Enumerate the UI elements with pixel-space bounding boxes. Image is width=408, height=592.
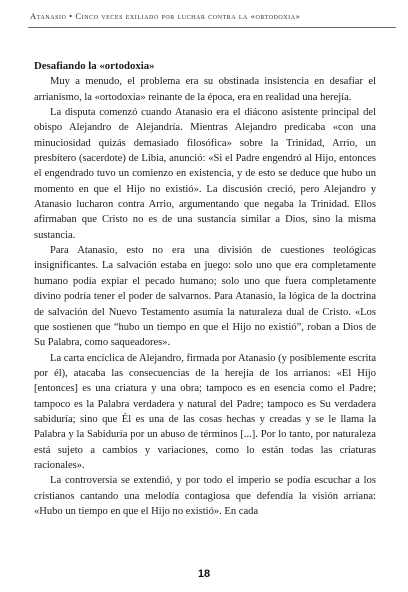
running-header: Atanasio • Cinco veces exiliado por luchar contra la «ortodoxia» xyxy=(30,11,301,21)
paragraph-2: La disputa comenzó cuando Atanasio era el diácono asistente principal del obispo Alejandro de Alejandría. Mientras Alejandro predicaba «con una minuciosidad quizás demasiado filosófica» sobre la Trinidad, Arrio, un presbítero (sacerdote) de Libia, anunció: «Si el Padre engendró al Hijo, entonces el engendrado tuvo un comienzo en existencia, y de esto se deduce que hubo un momento en que el Hijo no existió». La discusión creció, pero Alejandro y Atanasio lucharon contra Arrio, argumentando que negaba la Trinidad. Ellos afirmaban que Cristo no es de una sustancia similar a Dios, sino la misma sustancia. xyxy=(34,107,376,241)
paragraph-5: La controversia se extendió, y por todo el imperio se podía escuchar a los cristianos cantando una melodía contagiosa que defendía la visión arriana: «Hubo un tiempo en que el Hijo no existió». En cada xyxy=(34,475,376,517)
body-text xyxy=(34,59,376,519)
paragraph-4: La carta encíclica de Alejandro, firmada por Atanasio (y posiblemente escrita por él), atacaba las consecuencias de la herejía de los arrianos: «El Hijo [entonces] es una criatura y una obra; tampoco es en esencia como el Padre; tampoco es la Palabra verdadera y natural del Padre; tampoco es Su verdadera sabiduría; sino que Él es una de las cosas hechas y creadas y se le llama la Palabra y la Sabiduría por un abuso de términos [...]. Por lo tanto, por naturaleza está sujeto a cambios y variaciones, como lo están todas las criaturas racionales». xyxy=(34,352,376,471)
paragraph-3: Para Atanasio, esto no era una división de cuestiones teológicas insignificantes. La salvación estaba en juego: solo uno que era completamente humano podía expiar el pecado humano; solo uno que fuera completamente divino podría tener el poder de salvarnos. Para Atanasio, la lógica de la doctrina de salvación del Nuevo Testamento asumía la naturaleza dual de Cristo. «Los que sostienen que “hubo un tiempo en que el Hijo no existió”, roban a Dios de Su Palabra, como saqueadores». xyxy=(34,245,376,349)
header-rule xyxy=(28,27,396,28)
section-title: Desafiando la «ortodoxia» xyxy=(34,60,155,72)
page-number: 18 xyxy=(197,568,211,580)
paragraph-1: Muy a menudo, el problema era su obstinada insistencia en desafiar el arrianismo, la «ortodoxia» reinante de la época, era en realidad una herejía. xyxy=(34,76,376,103)
